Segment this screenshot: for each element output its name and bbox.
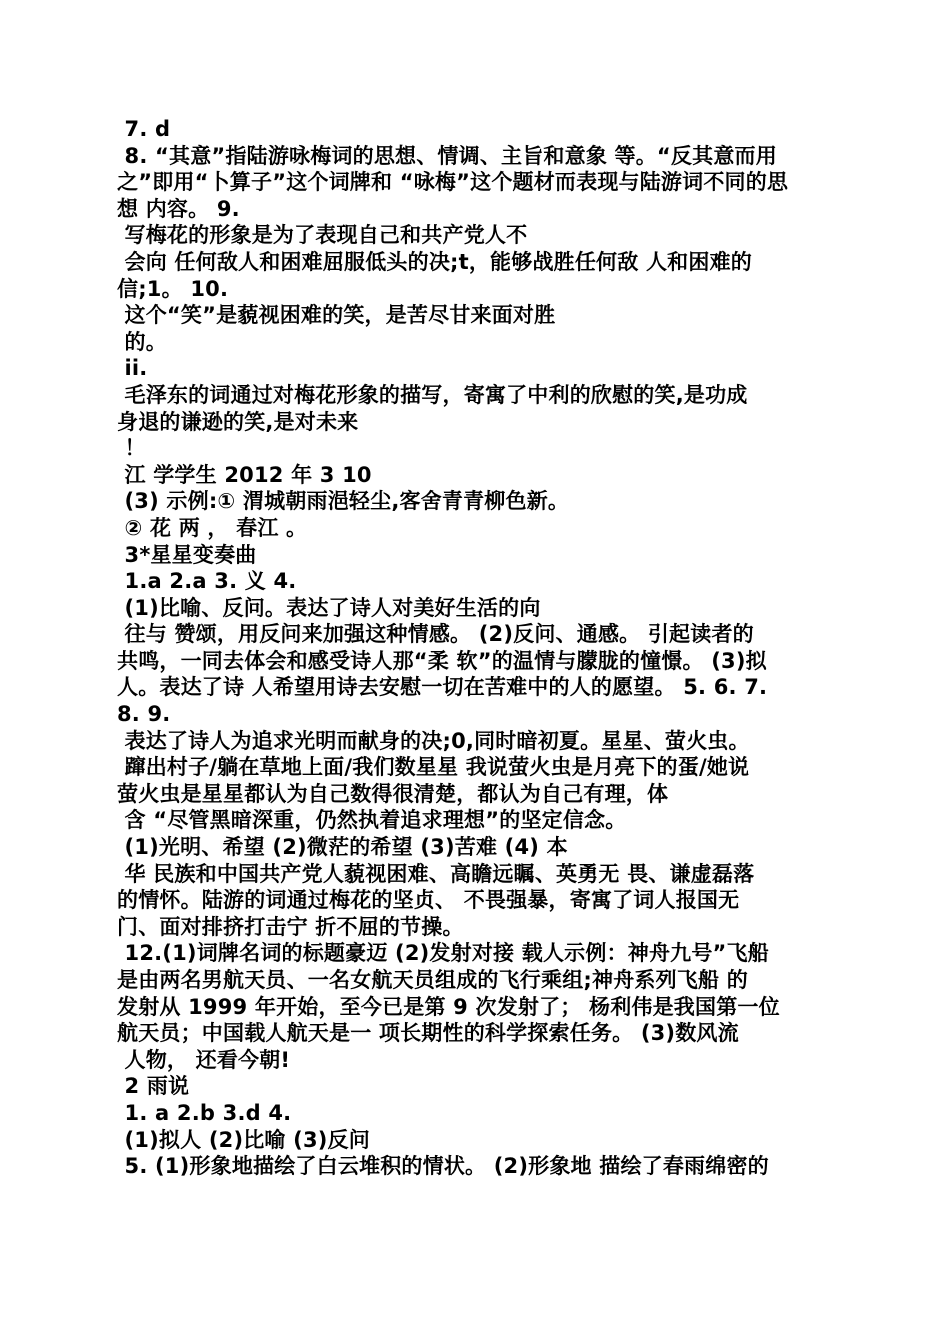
text-line: ii. [117, 356, 148, 381]
text-line: 华 民族和中国共产党人藐视困难、高瞻远瞩、英勇无 畏、谦虚磊落 [117, 861, 755, 886]
text-line: 之”即用“卜算子”这个词牌和 “咏梅”这个题材而表现与陆游词不同的思 [117, 170, 789, 195]
text-line: 的情怀。陆游的词通过梅花的坚贞、 不畏强暴，寄寓了词人报国无 [117, 888, 740, 913]
text-line: 共鸣，一同去体会和感受诗人那“柔 软”的温情与朦胧的憧憬。 (3)拟 [117, 648, 767, 673]
text-line: 发射从 1999 年开始，至今已是第 9 次发射了； 杨利伟是我国第一位 [117, 994, 780, 1019]
text-line: 人。表达了诗 人希望用诗去安慰一切在苦难中的人的愿望。 5. 6. 7. [117, 675, 768, 700]
text-line: ② 花 两 ， 春江 。 [117, 515, 308, 540]
section-heading: 2 雨说 [117, 1074, 190, 1099]
text-line: 毛泽东的词通过对梅花形象的描写，寄寓了中利的欣慰的笑,是功成 [117, 382, 748, 407]
text-line: (1)拟人 (2)比喻 (3)反问 [117, 1127, 370, 1152]
section-heading: 3*星星变奏曲 [117, 542, 257, 567]
text-line: 1.a 2.a 3. 义 4. [117, 569, 297, 594]
text-line: ！ [117, 436, 146, 461]
text-line: 写梅花的形象是为了表现自己和共产党人不 [117, 223, 528, 248]
text-line: 身退的谦逊的笑,是对未来 [117, 409, 359, 434]
text-line: (1)光明、希望 (2)微茫的希望 (3)苦难 (4) 本 [117, 835, 568, 860]
text-line: 12.(1)词牌名词的标题豪迈 (2)发射对接 载人示例：神舟九号”飞船 [117, 941, 769, 966]
text-line: 江 学学生 2012 年 3 10 [117, 462, 372, 487]
text-line: (1)比喻、反问。表达了诗人对美好生活的向 [117, 595, 541, 620]
text-line: 是由两名男航天员、一名女航天员组成的飞行乘组;神舟系列飞船 的 [117, 968, 748, 992]
text-line: 8. 9. [117, 702, 171, 727]
text-line: 航天员；中国载人航天是一 项长期性的科学探索任务。 (3)数风流 [117, 1021, 739, 1046]
text-line: 人物， 还看今朝! [117, 1047, 291, 1072]
text-line: 门、面对排挤打击宁 折不屈的节操。 [117, 914, 464, 939]
text-line: 含 “尽管黑暗深重，仍然执着追求理想”的坚定信念。 [117, 808, 627, 833]
text-line: 蹿出村子/躺在草地上面/我们数星星 我说萤火虫是月亮下的蛋/她说 [117, 755, 750, 780]
text-line: 7. d [117, 117, 171, 141]
text-line: 往与 赞颂，用反问来加强这种情感。 (2)反问、通感。 引起读者的 [117, 622, 754, 647]
text-line: 这个“笑”是藐视困难的笑，是苦尽甘来面对胜 [117, 303, 556, 328]
text-line: 表达了诗人为追求光明而献身的决;0,同时暗初夏。星星、萤火虫。 [117, 728, 750, 753]
text-line: 的。 [117, 329, 167, 354]
text-line: 1. a 2.b 3.d 4. [117, 1100, 292, 1125]
document-page [117, 116, 833, 1180]
text-line: 会向 任何敌人和困难屈服低头的决;t，能够战胜任何敌 人和困难的 [117, 249, 752, 274]
text-line: 信;1。 10. [117, 276, 229, 301]
text-line: (3) 示例:① 渭城朝雨浥轻尘,客舍青青柳色新。 [117, 489, 570, 514]
text-line: 8. “其意”指陆游咏梅词的思想、情调、主旨和意象 等。“反其意而用 [117, 143, 777, 168]
text-line: 想 内容。 9. [117, 196, 240, 221]
text-line: 5. (1)形象地描绘了白云堆积的情状。 (2)形象地 描绘了春雨绵密的 [117, 1154, 769, 1179]
text-line: 萤火虫是星星都认为自己数得很清楚，都认为自己有理，体 [117, 781, 669, 806]
